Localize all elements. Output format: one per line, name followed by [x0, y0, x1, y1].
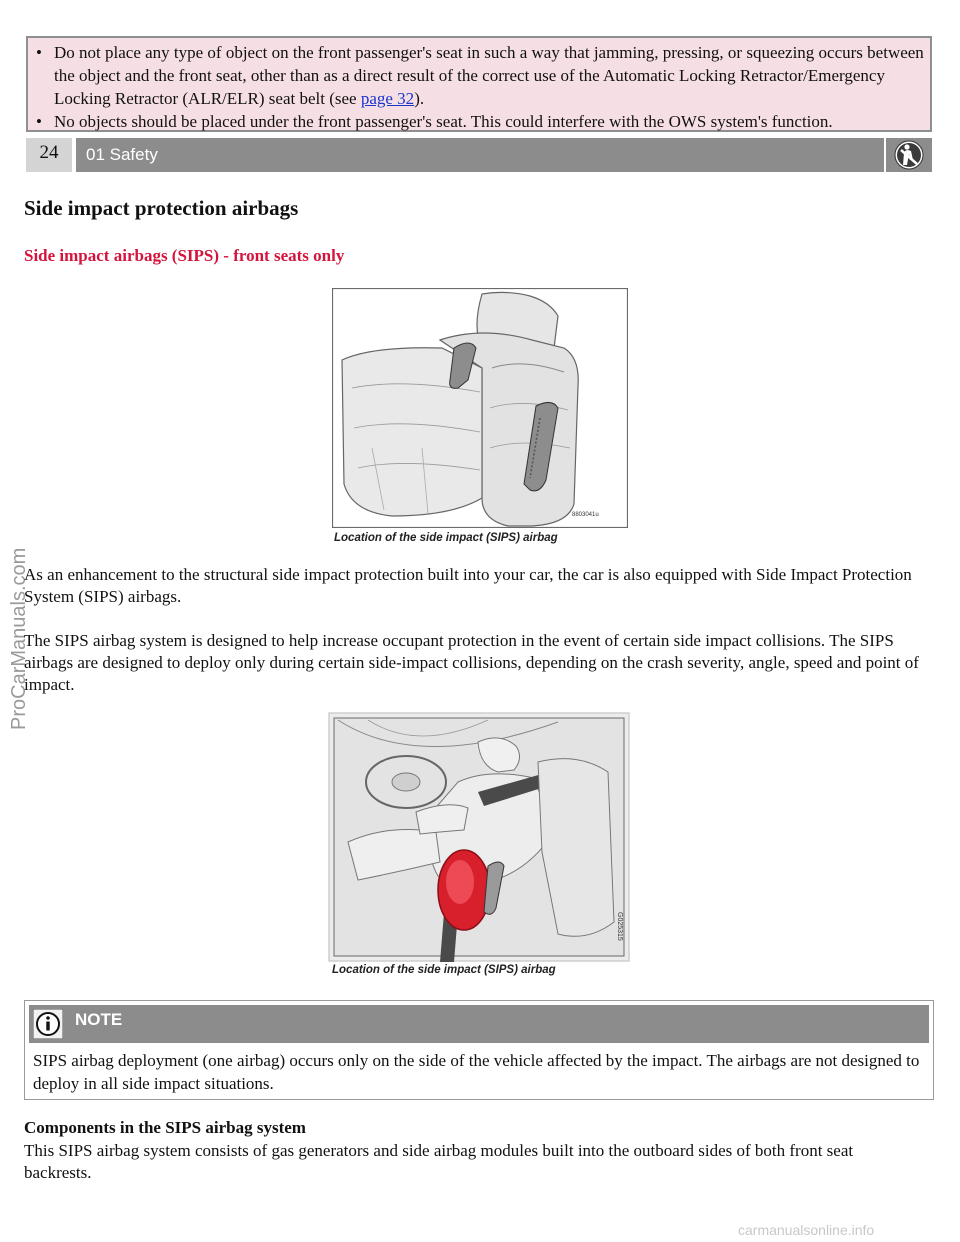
- warning-box: [26, 36, 932, 132]
- note-header: [29, 1005, 929, 1043]
- warning-bullet-1: [34, 41, 924, 110]
- warning-bullet-2-text: No objects should be placed under the front passenger's seat. This could interfere with the OWS system's function.: [54, 112, 833, 131]
- seat-airbag-figure: [332, 288, 628, 550]
- section-icon-box: [886, 138, 932, 172]
- seatbelt-icon: [886, 138, 932, 172]
- note-label: NOTE: [75, 1010, 123, 1029]
- figure-2-caption: Location of the side impact (SIPS) airbag: [332, 964, 556, 976]
- figure-1-code: 8803041u: [572, 512, 599, 518]
- note-text: SIPS airbag deployment (one airbag) occurs only on the side of the vehicle affected by the impact. The airbags are not designed to deploy in all side impact situations.: [33, 1051, 920, 1093]
- paragraph-sips-design: The SIPS airbag system is designed to help increase occupant protection in the event of certain side impact collisions. The SIPS airbags are designed to deploy only during certain side-impact collisions, depending on the crash severity, angle, speed and point of impact.: [24, 631, 919, 694]
- warning-bullet-1-after: ).: [414, 89, 425, 108]
- side-watermark-text: ProCarManuals.com: [8, 547, 30, 730]
- page-32-link[interactable]: page 32: [360, 89, 415, 108]
- figure-1-caption: Location of the side impact (SIPS) airbag: [334, 532, 558, 544]
- section-title: 01 Safety: [76, 138, 884, 172]
- warning-bullet-1-text: Do not place any type of object on the front passenger's seat in such a way that jamming, pressing, or squeezing occurs between the object and the front seat, other than as a direct result of the correct use of the Automatic Locking Retractor/Emergency Locking Retractor (ALR/ELR) seat belt (see: [54, 43, 924, 108]
- info-icon: [33, 1009, 63, 1039]
- bullet-dot: •: [36, 43, 42, 62]
- components-text: This SIPS airbag system consists of gas generators and side airbag modules built into the outboard sides of both front seat backrests.: [24, 1141, 854, 1182]
- page-number: 24: [26, 138, 72, 172]
- page-title: Side impact protection airbags: [24, 196, 299, 220]
- footer-watermark: carmanualsonline.info: [738, 1222, 875, 1238]
- page-subtitle: Side impact airbags (SIPS) - front seats only: [24, 246, 345, 265]
- figure-2-code: G025315: [616, 912, 623, 941]
- note-box: [24, 1000, 934, 1100]
- seat-illustration: [332, 288, 628, 528]
- paragraph-enhancement: As an enhancement to the structural side impact protection built into your car, the car is also equipped with Side Impact Protection System (SIPS) airbags.: [24, 565, 912, 606]
- warning-bullet-2: [34, 110, 924, 133]
- deployment-illustration: [328, 712, 630, 962]
- airbag-deployment-figure: [328, 712, 630, 982]
- components-title: Components in the SIPS airbag system: [24, 1118, 306, 1137]
- side-watermark: [2, 510, 42, 730]
- bullet-dot: •: [36, 112, 42, 131]
